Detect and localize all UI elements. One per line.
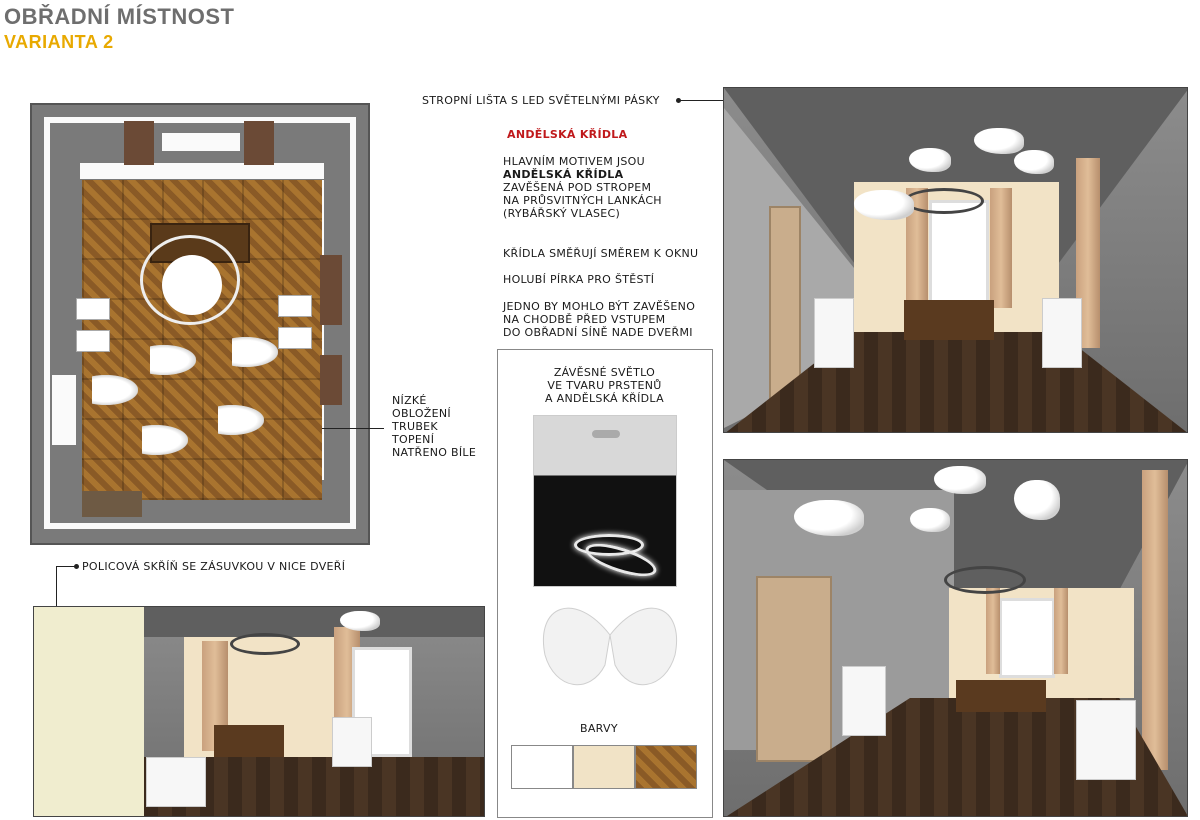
render-drape xyxy=(1054,588,1068,674)
plan-wall-bottom xyxy=(44,523,356,529)
plan-chair xyxy=(278,295,312,317)
note-angel-wings-heading: ANDĚLSKÁ KŘÍDLA xyxy=(507,128,628,141)
note-wings-direction: KŘÍDLA SMĚŘUJÍ SMĚREM K OKNU xyxy=(503,247,699,260)
render-shelf-door xyxy=(756,576,832,762)
render-view-window-wall xyxy=(723,87,1188,433)
render-wing xyxy=(909,148,951,172)
render-chair xyxy=(332,717,372,767)
plan-curtain-left xyxy=(124,121,154,165)
note-feathers: HOLUBÍ PÍRKA PRO ŠTĚSTÍ xyxy=(503,273,655,286)
render-ring-lamp xyxy=(904,188,984,214)
leader-line xyxy=(56,566,76,567)
color-swatch-parquet xyxy=(635,745,697,789)
render-drape xyxy=(990,188,1012,308)
color-swatch-cream xyxy=(573,745,635,789)
render-chair xyxy=(842,666,886,736)
chandelier-photo xyxy=(533,415,677,587)
render-wing xyxy=(1014,480,1060,520)
plan-wall-top xyxy=(44,117,356,123)
plan-wall-right xyxy=(350,117,356,529)
plan-wing xyxy=(142,425,188,455)
render-shelf-niche xyxy=(34,607,144,817)
plan-wing xyxy=(150,345,196,375)
render-chair xyxy=(146,757,206,807)
plan-chair xyxy=(76,298,110,320)
plan-wing xyxy=(232,337,278,367)
render-chair xyxy=(1076,700,1136,780)
note-hallway: JEDNO BY MOHLO BÝT ZAVĚŠENO NA CHODBĚ PŘED VSTUPEM DO OBŘADNÍ SÍNĚ NADE DVEŘMI xyxy=(503,300,696,339)
plan-door xyxy=(82,491,142,517)
note-main-motif-3: ZAVĚŠENÁ POD STROPEM xyxy=(503,181,652,194)
plan-window-side xyxy=(52,375,76,445)
render-ceiling xyxy=(144,607,485,637)
plan-curtain-side xyxy=(320,355,342,405)
render-chair xyxy=(1042,298,1082,368)
note-main-motif-5: (RYBÁŘSKÝ VLASEC) xyxy=(503,207,621,220)
color-swatch-white xyxy=(511,745,573,789)
plan-table-top xyxy=(162,255,222,315)
render-ring-lamp xyxy=(230,633,300,655)
plan-curtain-side xyxy=(320,255,342,325)
chandelier-canopy xyxy=(592,430,620,438)
render-wing xyxy=(340,611,380,631)
render-window xyxy=(999,598,1055,678)
render-wing xyxy=(974,128,1024,154)
leader-line xyxy=(322,428,384,429)
render-wing xyxy=(910,508,950,532)
page-title: OBŘADNÍ MÍSTNOST xyxy=(4,4,235,29)
plan-chair xyxy=(278,327,312,349)
note-pipes: NÍZKÉ OBLOŽENÍ TRUBEK TOPENÍ NATŘENO BÍLE xyxy=(392,394,477,459)
plan-chair xyxy=(76,330,110,352)
note-main-motif-4: NA PRŮSVITNÝCH LANKÁCH xyxy=(503,194,662,207)
plan-curtain-right xyxy=(244,121,274,165)
render-table xyxy=(214,725,284,757)
product-pendant-label: ZÁVĚSNÉ SVĚTLO VE TVARU PRSTENŮ A ANDĚLSKÁ KŘÍDLA xyxy=(545,366,664,405)
render-view-door xyxy=(723,459,1188,817)
leader-line xyxy=(680,100,728,101)
floor-plan xyxy=(30,103,370,545)
page-subtitle: VARIANTA 2 xyxy=(4,32,114,52)
render-chair xyxy=(814,298,854,368)
note-main-motif-1: HLAVNÍM MOTIVEM JSOU xyxy=(503,155,645,168)
colors-label: BARVY xyxy=(580,722,618,735)
plan-wing xyxy=(218,405,264,435)
plan-wall-left xyxy=(44,117,50,529)
plan-radiator-cover xyxy=(80,163,324,179)
render-view-shelf xyxy=(33,606,485,817)
note-shelf: POLICOVÁ SKŘÍŇ SE ZÁSUVKOU V NICE DVEŘÍ xyxy=(82,560,346,573)
plan-wing xyxy=(92,375,138,405)
render-table xyxy=(956,680,1046,712)
render-table xyxy=(904,300,994,340)
plan-window xyxy=(162,133,240,151)
note-ceiling-strip: STROPNÍ LIŠTA S LED SVĚTELNÝMI PÁSKY xyxy=(422,94,660,107)
render-drape xyxy=(1142,470,1168,770)
render-ring-lamp xyxy=(944,566,1026,594)
note-main-motif-bold: ANDĚLSKÁ KŘÍDLA xyxy=(503,168,624,181)
angel-wings-photo xyxy=(535,595,685,707)
render-wing xyxy=(1014,150,1054,174)
render-window xyxy=(929,200,989,310)
render-drape xyxy=(986,588,1000,674)
